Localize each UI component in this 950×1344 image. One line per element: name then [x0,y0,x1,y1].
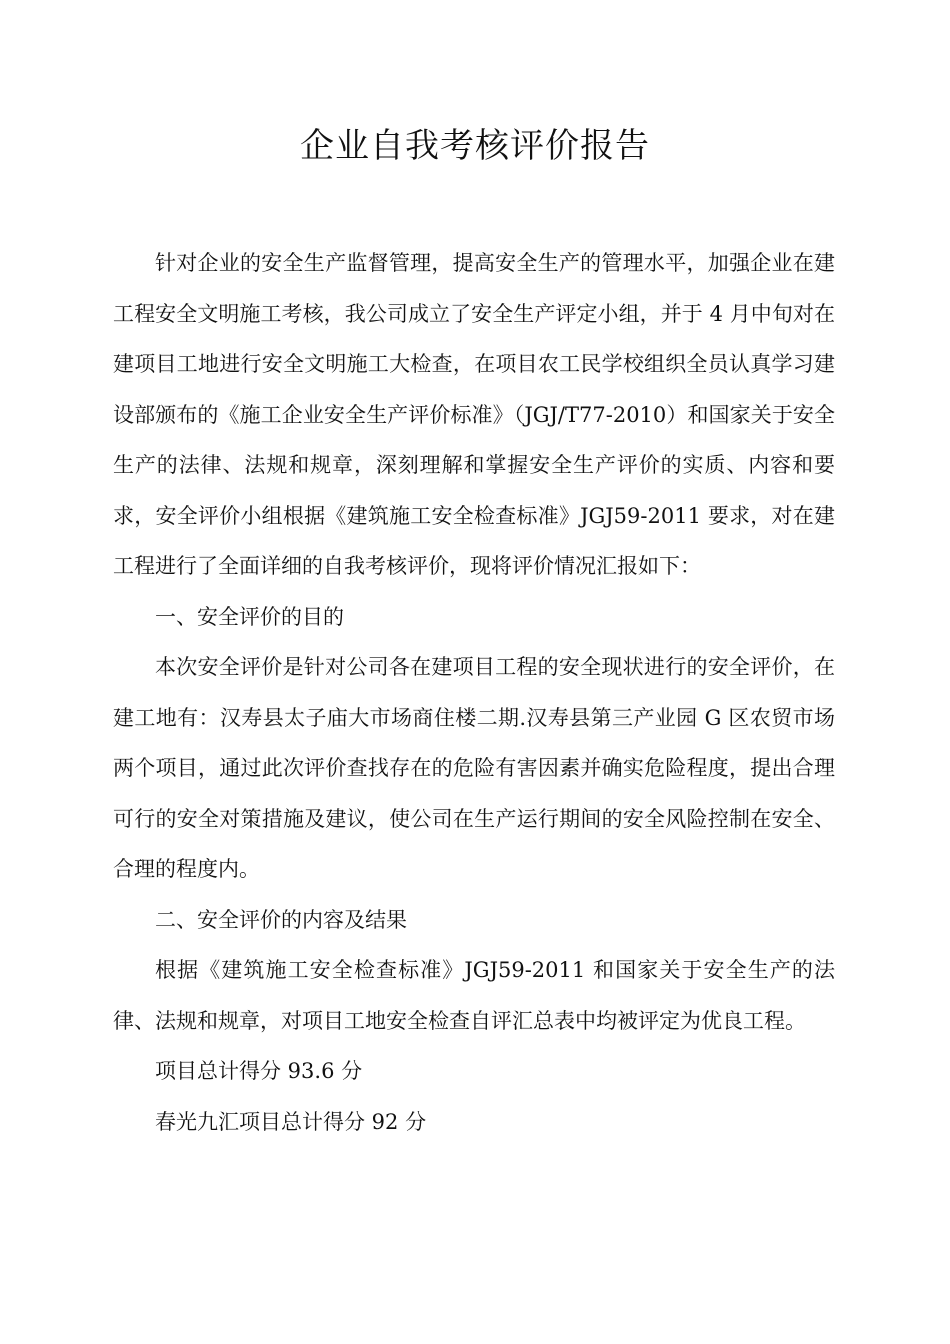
document-title: 企业自我考核评价报告 [300,126,650,166]
intro-paragraph: 针对企业的安全生产监督管理，提高安全生产的管理水平，加强企业在建工程安全文明施工考核，我公司成立了安全生产评定小组，并于 4 月中旬对在建项目工地进行安全文明施工大检查，在项目农工民学校组织全员认真学习建设部颁布的《施工企业安全生产评价标准》（JGJ/T77-2010）和国家关于安全生产的法律、法规和规章，深刻理解和掌握安全生产评价的实质、内容和要求，安全评价小组根据《建筑施工安全检查标准》JGJ59-2011 要求，对在建工程进行了全面详细的自我考核评价，现将评价情况汇报如下： [113,251,835,578]
chunguang-score-line: 春光九汇项目总计得分 92 分 [155,1109,427,1134]
section1-heading: 一、安全评价的目的 [155,604,344,629]
section2-heading: 二、安全评价的内容及结果 [155,907,407,932]
document-body [113,238,835,1147]
total-score-line: 项目总计得分 93.6 分 [155,1059,363,1083]
section1-paragraph: 本次安全评价是针对公司各在建项目工程的安全现状进行的安全评价，在建工地有：汉寿县太子庙大市场商住楼二期.汉寿县第三产业园 G 区农贸市场两个项目，通过此次评价查找存在的危险有害因素并确实危险程度，提出合理可行的安全对策措施及建议，使公司在生产运行期间的安全风险控制在安全、合理的程度内。 [113,655,835,881]
section2-paragraph: 根据《建筑施工安全检查标准》JGJ59-2011 和国家关于安全生产的法律、法规和规章，对项目工地安全检查自评汇总表中均被评定为优良工程。 [113,958,835,1033]
